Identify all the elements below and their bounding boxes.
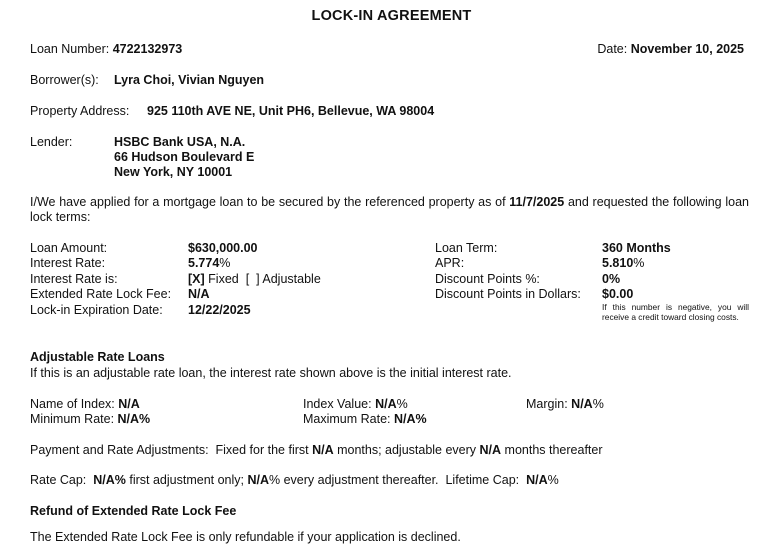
index-value-label: Index Value: [303,397,372,411]
payment-adj-text-2: months; adjustable every [333,443,480,457]
lender-name: HSBC Bank USA, N.A. [114,135,246,149]
subsequent-cap: N/A [247,473,269,487]
margin-suffix: % [592,397,604,411]
refund-heading: Refund of Extended Rate Lock Fee [30,504,237,518]
index-name [30,397,140,412]
ext-fee-label: Extended Rate Lock Fee: [30,287,172,301]
interest-rate-label: Interest Rate: [30,256,106,270]
payment-adjustments [30,443,603,458]
rate-type-options [188,272,321,287]
intro-paragraph [30,195,749,225]
interest-rate-value: 5.774 [188,256,220,270]
expiration-value: 12/22/2025 [188,303,251,317]
points-dollars-value: $0.00 [602,287,634,301]
page-title: LOCK-IN AGREEMENT [311,8,472,24]
payment-adj-text-1: Payment and Rate Adjustments: Fixed for the first [30,443,313,457]
first-adjustment-cap: N/A% [93,473,126,487]
intro-text-after: and requested the following loan lock terms: [30,195,749,224]
lifetime-cap: N/A [526,473,548,487]
loan-term-label: Loan Term: [435,241,498,255]
application-date: 11/7/2025 [509,195,565,209]
property-value: 925 110th AVE NE, Unit PH6, Bellevue, WA 98004 [147,104,435,118]
date-label: Date: [597,42,628,56]
borrowers-value: Lyra Choi, Vivian Nguyen [114,73,265,87]
loan-term-value: 360 Months [602,241,671,255]
borrowers-label: Borrower(s): [30,73,99,87]
adjust-interval: N/A [479,443,502,457]
agreement-date [597,42,744,57]
lender-city: New York, NY 10001 [114,165,233,179]
rate-type-label: Interest Rate is: [30,272,118,286]
payment-adj-text-3: months thereafter [501,443,603,457]
rate-cap-text-2: first adjustment only; [125,473,248,487]
loan-number-label: Loan Number: [30,42,110,56]
margin-label: Margin: [526,397,568,411]
property-label: Property Address: [30,104,130,118]
rate-cap-text-4: % [547,473,559,487]
refund-text: The Extended Rate Lock Fee is only refundable if your application is declined. [30,530,461,544]
max-rate-label: Maximum Rate: [303,412,391,426]
min-rate [30,412,150,427]
apr-label: APR: [435,256,465,270]
loan-amount-label: Loan Amount: [30,241,108,255]
apr [602,256,644,271]
fixed-label: Fixed [208,272,239,286]
index-name-label: Name of Index: [30,397,115,411]
intro-text-before: I/We have applied for a mortgage loan to be secured by the referenced property as of [30,195,510,209]
min-rate-label: Minimum Rate: [30,412,115,426]
rate-cap [30,473,559,488]
lender-street: 66 Hudson Boulevard E [114,150,255,164]
interest-rate-suffix: % [219,256,231,270]
expiration-label: Lock-in Expiration Date: [30,303,163,317]
min-rate-value: N/A% [117,412,151,426]
points-pct-value: 0% [602,272,621,286]
points-note: If this number is negative, you will receive a credit toward closing costs. [602,302,749,322]
index-value-suffix: % [396,397,408,411]
loan-amount-value: $630,000.00 [188,241,258,255]
date-value: November 10, 2025 [630,42,744,56]
points-dollars-label: Discount Points in Dollars: [435,287,581,301]
adjustable-intro: If this is an adjustable rate loan, the interest rate shown above is the initial interest rate. [30,366,512,380]
max-rate-value: N/A% [394,412,427,426]
rate-cap-text-1: Rate Cap: [30,473,94,487]
apr-value: 5.810 [602,256,634,270]
adjustable-label: Adjustable [262,272,321,286]
loan-number [30,42,182,57]
adjustable-heading: Adjustable Rate Loans [30,350,165,364]
margin [526,397,604,412]
adjustable-checkbox: [ ] [245,272,260,286]
margin-value: N/A [571,397,593,411]
fixed-checkbox: [X] [188,272,205,286]
loan-number-value: 4722132973 [112,42,183,56]
max-rate [303,412,427,427]
fixed-months: N/A [312,443,334,457]
index-value-value: N/A [375,397,397,411]
rate-cap-text-3: % every adjustment thereafter. Lifetime Cap: [269,473,527,487]
points-pct-label: Discount Points %: [435,272,540,286]
index-name-value: N/A [118,397,140,411]
apr-suffix: % [633,256,645,270]
index-value [303,397,408,412]
lender-label: Lender: [30,135,73,149]
interest-rate [188,256,230,271]
ext-fee-value: N/A [188,287,210,301]
